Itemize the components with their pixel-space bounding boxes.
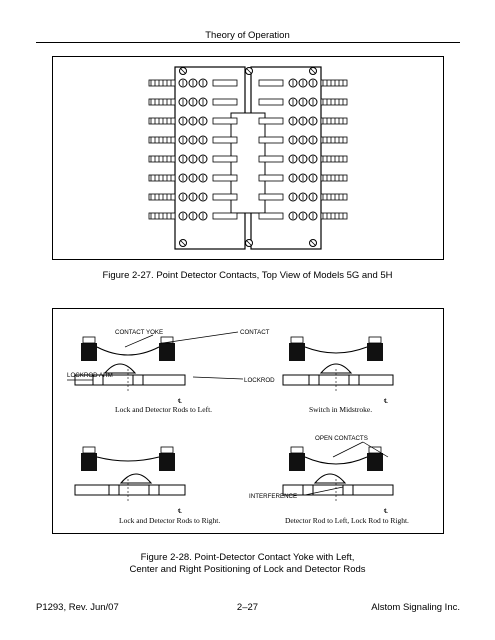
panel-midstroke [283,337,393,391]
contact-yoke-drawing [53,309,443,533]
lock-rod [283,485,393,495]
contact-yoke-spring [97,347,159,355]
point-detector-contacts-drawing [53,57,443,259]
left-contact-spring [213,99,237,105]
footer-document-number: P1293, Rev. Jun/07 [36,602,119,613]
right-block-cap [161,447,173,453]
right-contact-spring [259,137,283,143]
left-block-cap [83,337,95,343]
lock-rod [75,485,185,495]
yoke-panels [67,332,393,501]
left-contact-block [81,343,97,361]
yoke-body [321,364,351,373]
left-contact-spring [213,137,237,143]
figure-2-27-caption: Figure 2-27. Point Detector Contacts, Top View of Models 5G and 5H [102,270,393,281]
right-contact-spring [259,175,283,181]
label-contact: CONTACT [240,329,270,336]
right-contact-block [159,453,175,471]
right-block-cap [369,337,381,343]
right-contact-spring [259,194,283,200]
rod-notch [343,485,353,495]
rod-notch [109,485,119,495]
panel-caption-4: Detector Rod to Left, Lock Rod to Right. [285,516,409,525]
left-contact-block [81,453,97,471]
left-contact-spring [213,80,237,86]
yoke-body [121,474,151,483]
right-contact-block [159,343,175,361]
right-contact-spring [259,80,283,86]
right-contact-block [367,343,383,361]
right-contact-spring [259,99,283,105]
yoke-body [315,474,345,483]
right-contact-spring [259,156,283,162]
left-contact-spring [213,118,237,124]
left-contact-block [289,453,305,471]
figure-2-28-caption-line-2: Center and Right Positioning of Lock and Detector Rods [129,564,366,575]
figure-2-28-caption-line-1: Figure 2-28. Point-Detector Contact Yoke with Left, [140,552,355,563]
header-rule [36,42,460,43]
contact-yoke-spring [305,347,367,353]
rod-notch [133,375,143,385]
figure-2-28-caption [0,552,495,576]
page-header: Theory of Operation [205,30,290,41]
left-contact-spring [213,175,237,181]
left-block-cap [83,447,95,453]
label-contact-yoke: CONTACT YOKE [115,329,164,336]
centerline-mark-2: ℄ [384,398,388,405]
left-contact-block [289,343,305,361]
panel-caption-2: Switch in Midstroke. [309,405,373,414]
right-contact-spring [259,118,283,124]
right-contact-spring [259,213,283,219]
lock-rod [283,375,393,385]
panel-rods-right [75,447,185,501]
left-contact-spring [213,194,237,200]
contact-yoke-spring [305,457,367,464]
label-lockrod-arm: LOCKROD ARM [67,372,113,379]
centerline-mark-1: ℄ [178,398,182,405]
rod-notch [349,375,359,385]
centerline-mark-4: ℄ [384,508,388,515]
figure-2-27-frame [52,56,444,260]
contact-assembly [149,67,347,249]
rod-notch [149,485,159,495]
left-contact-spring [213,156,237,162]
left-block-cap [291,337,303,343]
leader-lockrod [193,377,243,379]
rod-notch [309,375,319,385]
leader-contact [163,332,238,343]
footer-company: Alstom Signaling Inc. [371,602,460,613]
centerline-mark-3: ℄ [178,508,182,515]
footer-page-number: 2–27 [236,602,259,613]
panel-detector-left-lock-right [283,447,393,501]
left-contact-spring [213,213,237,219]
leader-contact-yoke [125,335,153,347]
label-interference: INTERFERENCE [249,493,298,500]
contact-yoke-spring [97,457,159,461]
leader-open-contacts-1 [333,442,363,457]
figure-2-28-frame [52,308,444,534]
left-block-cap [291,447,303,453]
label-open-contacts: OPEN CONTACTS [315,435,368,442]
label-lockrod: LOCKROD [244,377,275,384]
panel-caption-3: Lock and Detector Rods to Right. [119,516,221,525]
right-contact-block [367,453,383,471]
panel-caption-1: Lock and Detector Rods to Left. [115,405,213,414]
